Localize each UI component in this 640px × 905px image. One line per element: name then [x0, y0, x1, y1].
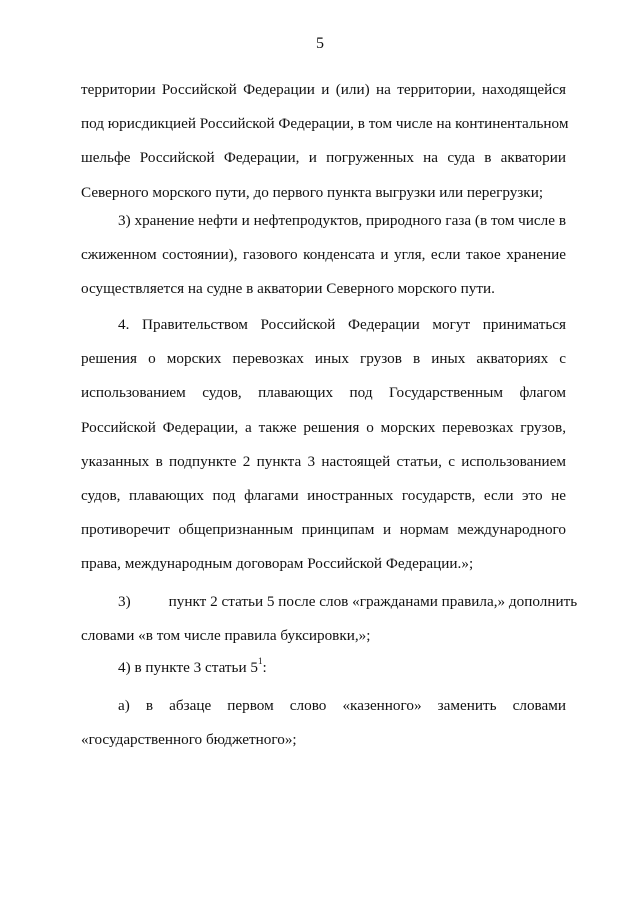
text-line: сжиженном состоянии), газового конденсата и угля, если такое хранение [81, 246, 566, 264]
item-suffix: : [262, 659, 267, 676]
paragraph-item-3-storage [81, 204, 566, 307]
text-line: а) в абзаце первом слово «казенного» заменить словами [118, 697, 566, 714]
text-line: территории Российской Федерации и (или) на территории, находящейся [81, 81, 566, 98]
paragraph-amendment-4 [81, 651, 566, 685]
text-line: указанных в подпункте 2 пункта 3 настоящей статьи, с использованием [81, 452, 566, 470]
text-line: Северного морского пути, до первого пункта выгрузки или перегрузки; [81, 183, 544, 201]
item-text: 4) в пункте 3 статьи 5 [118, 659, 259, 676]
text-line: «государственного бюджетного»; [81, 731, 297, 749]
item-number: 3) [118, 593, 131, 610]
superscript: 1 [258, 655, 263, 666]
paragraph-continuation [81, 73, 569, 210]
text-line [81, 585, 578, 619]
text-line: противоречит общепризнанным принципам и нормам международного [81, 521, 566, 539]
text-line: судов, плавающих под флагами иностранных государств, если это не [81, 487, 566, 505]
item-text: пункт 2 статьи 5 после слов «гражданами правила,» дополнить [168, 593, 578, 610]
text-line: 4. Правительством Российской Федерации могут приниматься [118, 316, 566, 333]
text-line: осуществляется на судне в акватории Северного морского пути. [81, 280, 495, 298]
paragraph-section-4 [81, 308, 566, 582]
text-line: решения о морских перевозках иных грузов в иных акваториях с [81, 350, 566, 368]
paragraph-subitem-a [81, 689, 566, 757]
text-line: шельфе Российской Федерации, и погруженных на суда в акватории [81, 149, 566, 167]
text-line: словами «в том числе правила буксировки,»; [81, 627, 371, 645]
paragraph-amendment-3 [81, 585, 578, 653]
text-line: права, международным договорам Российской Федерации.»; [81, 555, 474, 573]
text-line: под юрисдикцией Российской Федерации, в том числе на континентальном [81, 115, 569, 133]
text-line [81, 651, 566, 685]
text-line: Российской Федерации, а также решения о морских перевозках грузов, [81, 418, 566, 436]
text-line: 3) хранение нефти и нефтепродуктов, природного газа (в том числе в [118, 212, 566, 229]
text-line: использованием судов, плавающих под Государственным флагом [81, 384, 566, 402]
page-number: 5 [316, 35, 324, 52]
